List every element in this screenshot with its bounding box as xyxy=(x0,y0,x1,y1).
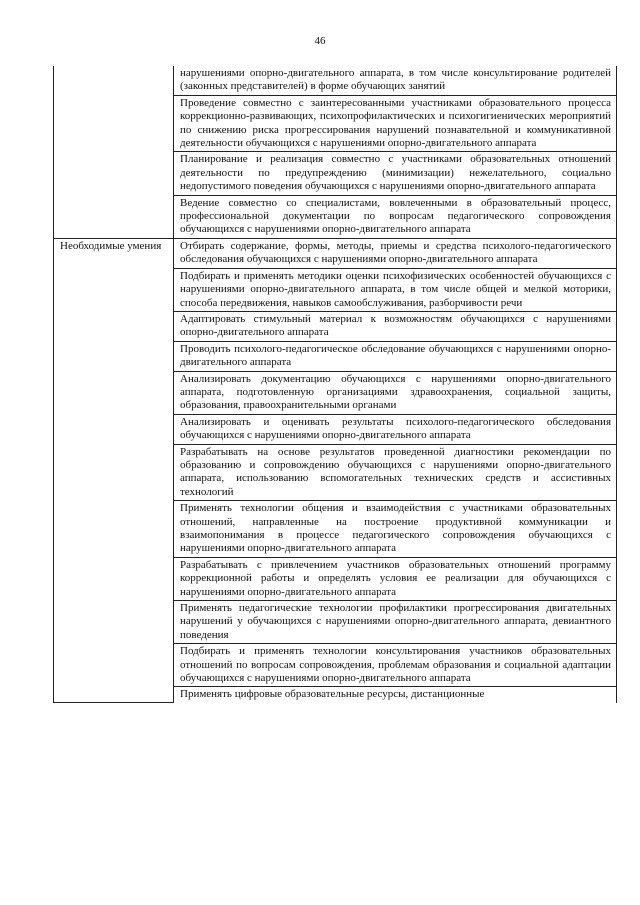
table-cell xyxy=(174,687,617,703)
cell-text: Применять цифровые образовательные ресурсы, дистанционные xyxy=(180,688,485,701)
table-cell xyxy=(174,341,617,371)
table-cell xyxy=(174,601,617,644)
cell-text: Проведение совместно с заинтересованными участниками образовательного процесса коррекционно-развивающих, психопрофилактических и психогигиенических мероприятий по снижению риска прогрессирования нарушений познавательной и коммуникативной деятельности обучающихся с нарушениями опорно-двигательного аппарата xyxy=(180,96,611,150)
cell-text: Разрабатывать с привлечением участников образовательных отношений программу коррекционной работы и определять условия ее реализации для обучающихся с нарушениями опорно-двигательного аппарата xyxy=(180,558,611,598)
table-cell xyxy=(174,444,617,501)
requirements-table xyxy=(53,66,617,703)
table-cell xyxy=(174,371,617,414)
cell-text: Адаптировать стимульный материал к возможностям обучающихся с нарушениями опорно-двигательного аппарата xyxy=(180,312,611,339)
cell-text: Подбирать и применять технологии консультирования участников образовательных отношений по вопросам сопровождения, проблемам образования и социальной адаптации обучающихся с нарушениями опорно-двигательного аппарата xyxy=(180,645,611,685)
cell-text: Анализировать документацию обучающихся с нарушениями опорно-двигательного аппарата, подготовленную организациями здравоохранения, социальной защиты, образования, правоохранительными органами xyxy=(180,372,611,412)
cell-text: Отбирать содержание, формы, методы, приемы и средства психолого-педагогического обследования обучающихся с нарушениями опорно-двигательного аппарата xyxy=(180,239,611,266)
table-cell xyxy=(174,95,617,152)
table-row xyxy=(54,238,617,268)
table-cell xyxy=(174,414,617,444)
table-cell xyxy=(174,557,617,600)
table-cell xyxy=(174,152,617,195)
table-cell xyxy=(174,644,617,687)
cell-text: Применять технологии общения и взаимодействия с участниками образовательных отношений, направленные на построение продуктивной коммуникации и взаимопонимания в процессе педагогического сопровождения обучающихся с нарушениями опорно-двигательного аппарата xyxy=(180,502,611,555)
table-cell xyxy=(174,66,617,95)
table-cell xyxy=(174,268,617,311)
cell-text: Проводить психолого-педагогическое обследование обучающихся с нарушениями опорно-двигательного аппарата xyxy=(180,342,611,369)
page-number: 46 xyxy=(314,35,326,47)
row-label-empty xyxy=(54,66,174,238)
table-cell xyxy=(174,195,617,238)
row-label-required-skills: Необходимые умения xyxy=(54,238,174,703)
table-cell xyxy=(174,311,617,341)
cell-text: Анализировать и оценивать результаты психолого-педагогического обследования обучающихся с нарушениями опорно-двигательного аппарата xyxy=(180,415,611,442)
cell-text: Планирование и реализация совместно с участниками образовательных отношений деятельности по предупреждению (минимизации) нежелательного, социально недопустимого поведения обучающихся с нарушениями опорно-двигательного аппарата xyxy=(180,153,611,193)
table-cell xyxy=(174,238,617,268)
cell-text: Ведение совместно со специалистами, вовлеченными в образовательный процесс, профессиональной документации по вопросам педагогического сопровождения обучающихся с нарушениями опорно-двигательного аппарата xyxy=(180,196,611,236)
cell-text: нарушениями опорно-двигательного аппарата, в том числе консультирование родителей (законных представителей) в форме обучающих занятий xyxy=(180,67,611,93)
cell-text: Подбирать и применять методики оценки психофизических особенностей обучающихся с нарушениями опорно-двигательного аппарата, в том числе общей и мелкой моторики, способа передвижения, навыков самообслуживания, разборчивости речи xyxy=(180,269,611,309)
table-cell xyxy=(174,501,617,558)
cell-text: Разрабатывать на основе результатов проведенной диагностики рекомендации по образованию и сопровождению обучающихся с нарушениями опорно-двигательного аппарата, использованию вспомогательных технических средств и ассистивных технологий xyxy=(180,445,611,498)
cell-text: Применять педагогические технологии профилактики прогрессирования двигательных нарушений у обучающихся с нарушениями опорно-двигательного аппарата, девиантного поведения xyxy=(180,602,611,641)
table-row xyxy=(54,66,617,95)
